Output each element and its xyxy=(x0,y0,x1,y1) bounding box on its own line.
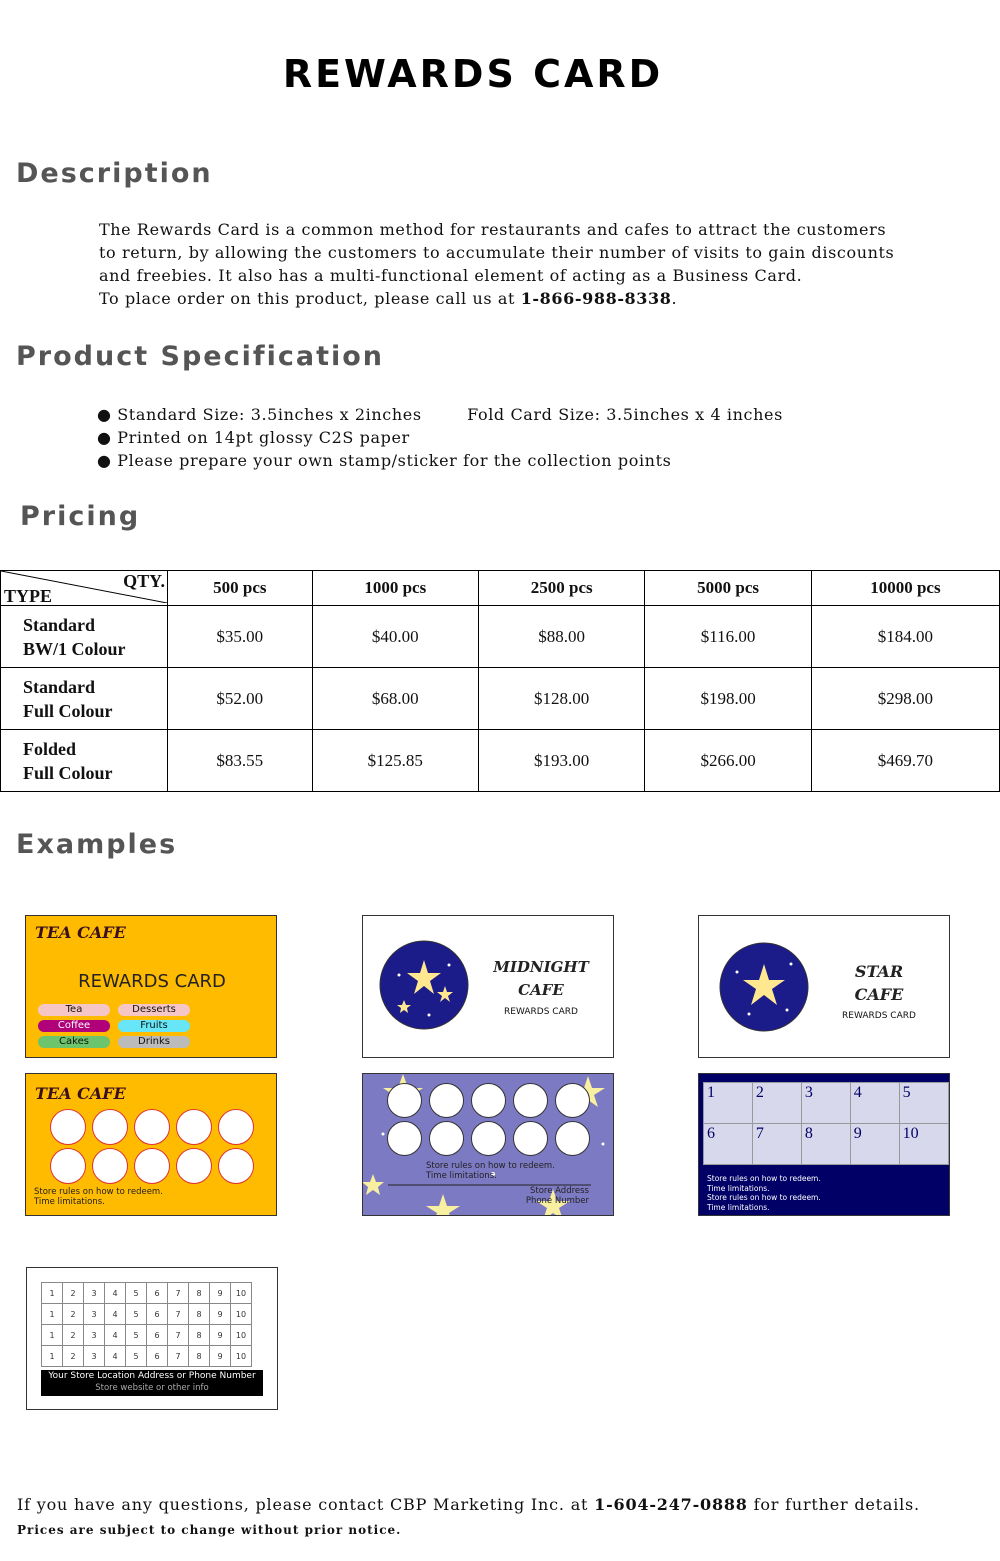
rules-line: Store rules on how to redeem. xyxy=(426,1161,555,1171)
stamp-circle xyxy=(50,1148,86,1184)
card-cafe-name xyxy=(481,956,601,1002)
pricing-table xyxy=(0,570,1000,792)
example-card-tea-stamps xyxy=(25,1073,277,1216)
card-rules xyxy=(426,1161,555,1181)
type-line: Standard xyxy=(23,614,96,635)
bw-grid-cell: 7 xyxy=(168,1304,189,1325)
description-line: The Rewards Card is a common method for restaurants and cafes to attract the customers xyxy=(99,220,887,239)
example-card-bw-grid xyxy=(26,1267,278,1410)
type-line: Full Colour xyxy=(23,700,113,721)
type-cell xyxy=(1,606,168,668)
price-note: Prices are subject to change without prior notice. xyxy=(17,1523,402,1537)
description-line: and freebies. It also has a multi-functional element of acting as a Business Card. xyxy=(99,266,803,285)
stamp-circle xyxy=(176,1109,212,1145)
spec-list xyxy=(97,403,783,472)
spec-item: ● Please prepare your own stamp/sticker for the collection points xyxy=(97,451,672,470)
stamp-circle xyxy=(387,1121,422,1156)
pricing-row xyxy=(1,606,1000,668)
bw-grid-cell: 1 xyxy=(42,1283,63,1304)
grid-cell: 9 xyxy=(850,1124,899,1165)
bw-grid-cell: 10 xyxy=(231,1304,252,1325)
stamp-circle xyxy=(218,1109,254,1145)
qty-header: 2500 pcs xyxy=(478,571,644,606)
menu-pill: Tea xyxy=(38,1004,110,1016)
bw-grid-cell: 9 xyxy=(210,1346,231,1367)
footer-contact xyxy=(17,1495,920,1514)
bw-grid-cell: 9 xyxy=(210,1304,231,1325)
bw-grid-cell: 4 xyxy=(105,1325,126,1346)
price-cell: $116.00 xyxy=(645,606,811,668)
price-cell: $35.00 xyxy=(168,606,313,668)
price-cell: $298.00 xyxy=(811,668,999,730)
type-cell xyxy=(1,730,168,792)
bw-grid-cell: 2 xyxy=(63,1325,84,1346)
bw-grid-cell: 10 xyxy=(231,1283,252,1304)
bw-grid-cell: 8 xyxy=(189,1325,210,1346)
type-line: Folded xyxy=(23,738,77,759)
bw-grid-cell: 8 xyxy=(189,1346,210,1367)
grid-cell: 5 xyxy=(899,1083,948,1124)
type-label: TYPE xyxy=(4,586,53,606)
cafe-name-line: MIDNIGHT xyxy=(493,958,589,976)
spec-item: ● Standard Size: 3.5inches x 2inches Fold Card Size: 3.5inches x 4 inches xyxy=(97,405,783,424)
example-card-number-grid xyxy=(698,1073,950,1216)
description-line: to return, by allowing the customers to accumulate their number of visits to gain discounts xyxy=(99,243,895,262)
stamp-circle xyxy=(513,1083,548,1118)
example-card-star-stamps xyxy=(362,1073,614,1216)
stamp-circle xyxy=(387,1083,422,1118)
stamp-circle xyxy=(218,1148,254,1184)
stamp-circle xyxy=(92,1148,128,1184)
section-heading-spec: Product Specification xyxy=(16,341,385,372)
cafe-name-line: STAR xyxy=(854,962,904,981)
bw-grid-cell: 9 xyxy=(210,1325,231,1346)
order-suffix: . xyxy=(671,289,678,308)
card-rewards-title: REWARDS CARD xyxy=(78,971,226,992)
bw-grid-cell: 3 xyxy=(84,1304,105,1325)
bw-grid-cell: 4 xyxy=(105,1346,126,1367)
price-cell: $40.00 xyxy=(312,606,478,668)
bw-grid-cell: 4 xyxy=(105,1304,126,1325)
rules-line: Time limitations. xyxy=(707,1202,770,1212)
bw-grid-cell: 3 xyxy=(84,1346,105,1367)
bw-grid-cell: 5 xyxy=(126,1283,147,1304)
qty-label: QTY. xyxy=(123,571,165,591)
grid-cell: 7 xyxy=(752,1124,801,1165)
cafe-name-line: CAFE xyxy=(518,981,564,999)
card-cafe-name xyxy=(819,960,939,1006)
bw-grid-cell: 3 xyxy=(84,1283,105,1304)
stamp-circle xyxy=(471,1121,506,1156)
bw-grid-cell: 7 xyxy=(168,1325,189,1346)
bw-grid-cell: 1 xyxy=(42,1304,63,1325)
bw-grid-cell: 2 xyxy=(63,1304,84,1325)
rules-line: Store rules on how to redeem. xyxy=(707,1193,821,1202)
qty-header: 1000 pcs xyxy=(312,571,478,606)
footer-text: If you have any questions, please contact CBP Marketing Inc. at xyxy=(17,1495,595,1514)
contact-line: Phone Number xyxy=(525,1196,589,1206)
price-cell: $193.00 xyxy=(478,730,644,792)
number-grid xyxy=(703,1082,949,1165)
spec-item: ● Printed on 14pt glossy C2S paper xyxy=(97,428,410,447)
grid-cell: 2 xyxy=(752,1083,801,1124)
rules-line: Store rules on how to redeem. xyxy=(707,1174,821,1183)
bw-footer-bar xyxy=(41,1370,263,1396)
card-rewards-label: REWARDS CARD xyxy=(842,1011,916,1021)
price-cell: $128.00 xyxy=(478,668,644,730)
order-prefix: To place order on this product, please call us at xyxy=(99,289,521,308)
example-card-tea-menu xyxy=(25,915,277,1058)
stamp-circle xyxy=(50,1109,86,1145)
night-sky-logo xyxy=(379,940,469,1030)
stamp-circle xyxy=(513,1121,548,1156)
grid-cell: 8 xyxy=(801,1124,850,1165)
bw-footer-line: Your Store Location Address or Phone Number xyxy=(48,1371,256,1381)
bw-grid-cell: 10 xyxy=(231,1325,252,1346)
bw-grid-cell: 2 xyxy=(63,1346,84,1367)
description-text xyxy=(99,218,929,310)
stamp-circle xyxy=(555,1121,590,1156)
rules-line: Time limitations. xyxy=(707,1183,770,1193)
price-cell: $52.00 xyxy=(168,668,313,730)
price-cell: $68.00 xyxy=(312,668,478,730)
bw-grid-cell: 5 xyxy=(126,1304,147,1325)
menu-pill: Drinks xyxy=(118,1036,190,1048)
cafe-name-line: CAFE xyxy=(854,985,904,1004)
order-phone: 1-866-988-8338 xyxy=(520,289,672,308)
pricing-row xyxy=(1,730,1000,792)
menu-pill: Fruits xyxy=(118,1020,190,1032)
bw-footer-line: Store website or other info xyxy=(95,1383,209,1393)
stamp-circle xyxy=(471,1083,506,1118)
price-cell: $266.00 xyxy=(645,730,811,792)
price-cell: $469.70 xyxy=(811,730,999,792)
page-title: REWARDS CARD xyxy=(282,52,664,96)
menu-pill: Desserts xyxy=(118,1004,190,1016)
bw-grid-cell: 6 xyxy=(147,1325,168,1346)
contact-line: Store Address xyxy=(529,1186,589,1196)
price-cell: $184.00 xyxy=(811,606,999,668)
star-logo xyxy=(719,942,809,1032)
card-cafe-name: TEA CAFE xyxy=(35,1084,126,1103)
price-cell: $198.00 xyxy=(645,668,811,730)
qty-header: 10000 pcs xyxy=(811,571,999,606)
bw-grid-cell: 8 xyxy=(189,1283,210,1304)
bw-grid-cell: 3 xyxy=(84,1325,105,1346)
bw-grid-cell: 4 xyxy=(105,1283,126,1304)
bw-grid-cell: 8 xyxy=(189,1304,210,1325)
stamp-circle xyxy=(555,1083,590,1118)
bw-number-grid xyxy=(41,1282,252,1367)
corner-cell xyxy=(1,571,168,606)
type-line: Full Colour xyxy=(23,762,113,783)
bw-grid-row xyxy=(42,1283,252,1304)
bw-grid-cell: 7 xyxy=(168,1346,189,1367)
section-heading-description: Description xyxy=(16,158,213,189)
bw-grid-cell: 9 xyxy=(210,1283,231,1304)
bw-grid-cell: 7 xyxy=(168,1283,189,1304)
menu-pill: Cakes xyxy=(38,1036,110,1048)
price-cell: $88.00 xyxy=(478,606,644,668)
bw-grid-row xyxy=(42,1304,252,1325)
bw-grid-cell: 6 xyxy=(147,1304,168,1325)
stamp-circle xyxy=(92,1109,128,1145)
card-cafe-name: TEA CAFE xyxy=(35,923,126,942)
bw-grid-cell: 6 xyxy=(147,1283,168,1304)
stamp-circle xyxy=(134,1109,170,1145)
bw-grid-cell: 1 xyxy=(42,1325,63,1346)
stamp-circle xyxy=(176,1148,212,1184)
stamp-circle xyxy=(429,1121,464,1156)
card-rewards-label: REWARDS CARD xyxy=(504,1007,578,1017)
card-rules xyxy=(707,1174,821,1212)
bw-grid-cell: 2 xyxy=(63,1283,84,1304)
bw-grid-row xyxy=(42,1325,252,1346)
bw-grid-cell: 10 xyxy=(231,1346,252,1367)
price-cell: $125.85 xyxy=(312,730,478,792)
card-rules xyxy=(34,1187,163,1207)
type-line: Standard xyxy=(23,676,96,697)
qty-header: 5000 pcs xyxy=(645,571,811,606)
stamp-circle xyxy=(429,1083,464,1118)
type-line: BW/1 Colour xyxy=(23,638,126,659)
bw-grid-cell: 1 xyxy=(42,1346,63,1367)
example-card-star xyxy=(698,915,950,1058)
rules-line: Time limitations. xyxy=(34,1197,105,1207)
rules-line: Store rules on how to redeem. xyxy=(34,1187,163,1197)
stamp-circle xyxy=(134,1148,170,1184)
grid-cell: 6 xyxy=(704,1124,753,1165)
pricing-row xyxy=(1,668,1000,730)
grid-cell: 10 xyxy=(899,1124,948,1165)
price-cell: $83.55 xyxy=(168,730,313,792)
footer-text: for further details. xyxy=(747,1495,920,1514)
bw-grid-cell: 6 xyxy=(147,1346,168,1367)
card-contact xyxy=(526,1186,589,1206)
rules-line: Time limitations. xyxy=(426,1171,497,1181)
section-heading-examples: Examples xyxy=(16,829,178,860)
qty-header: 500 pcs xyxy=(168,571,313,606)
example-card-midnight xyxy=(362,915,614,1058)
grid-cell: 4 xyxy=(850,1083,899,1124)
bw-grid-cell: 5 xyxy=(126,1346,147,1367)
type-cell xyxy=(1,668,168,730)
section-heading-pricing: Pricing xyxy=(20,501,141,532)
pricing-header-row xyxy=(1,571,1000,606)
description-line xyxy=(99,287,929,310)
grid-cell: 1 xyxy=(704,1083,753,1124)
bw-grid-cell: 5 xyxy=(126,1325,147,1346)
menu-pill: Coffee xyxy=(38,1020,110,1032)
footer-phone: 1-604-247-0888 xyxy=(594,1495,748,1514)
grid-cell: 3 xyxy=(801,1083,850,1124)
bw-grid-row xyxy=(42,1346,252,1367)
